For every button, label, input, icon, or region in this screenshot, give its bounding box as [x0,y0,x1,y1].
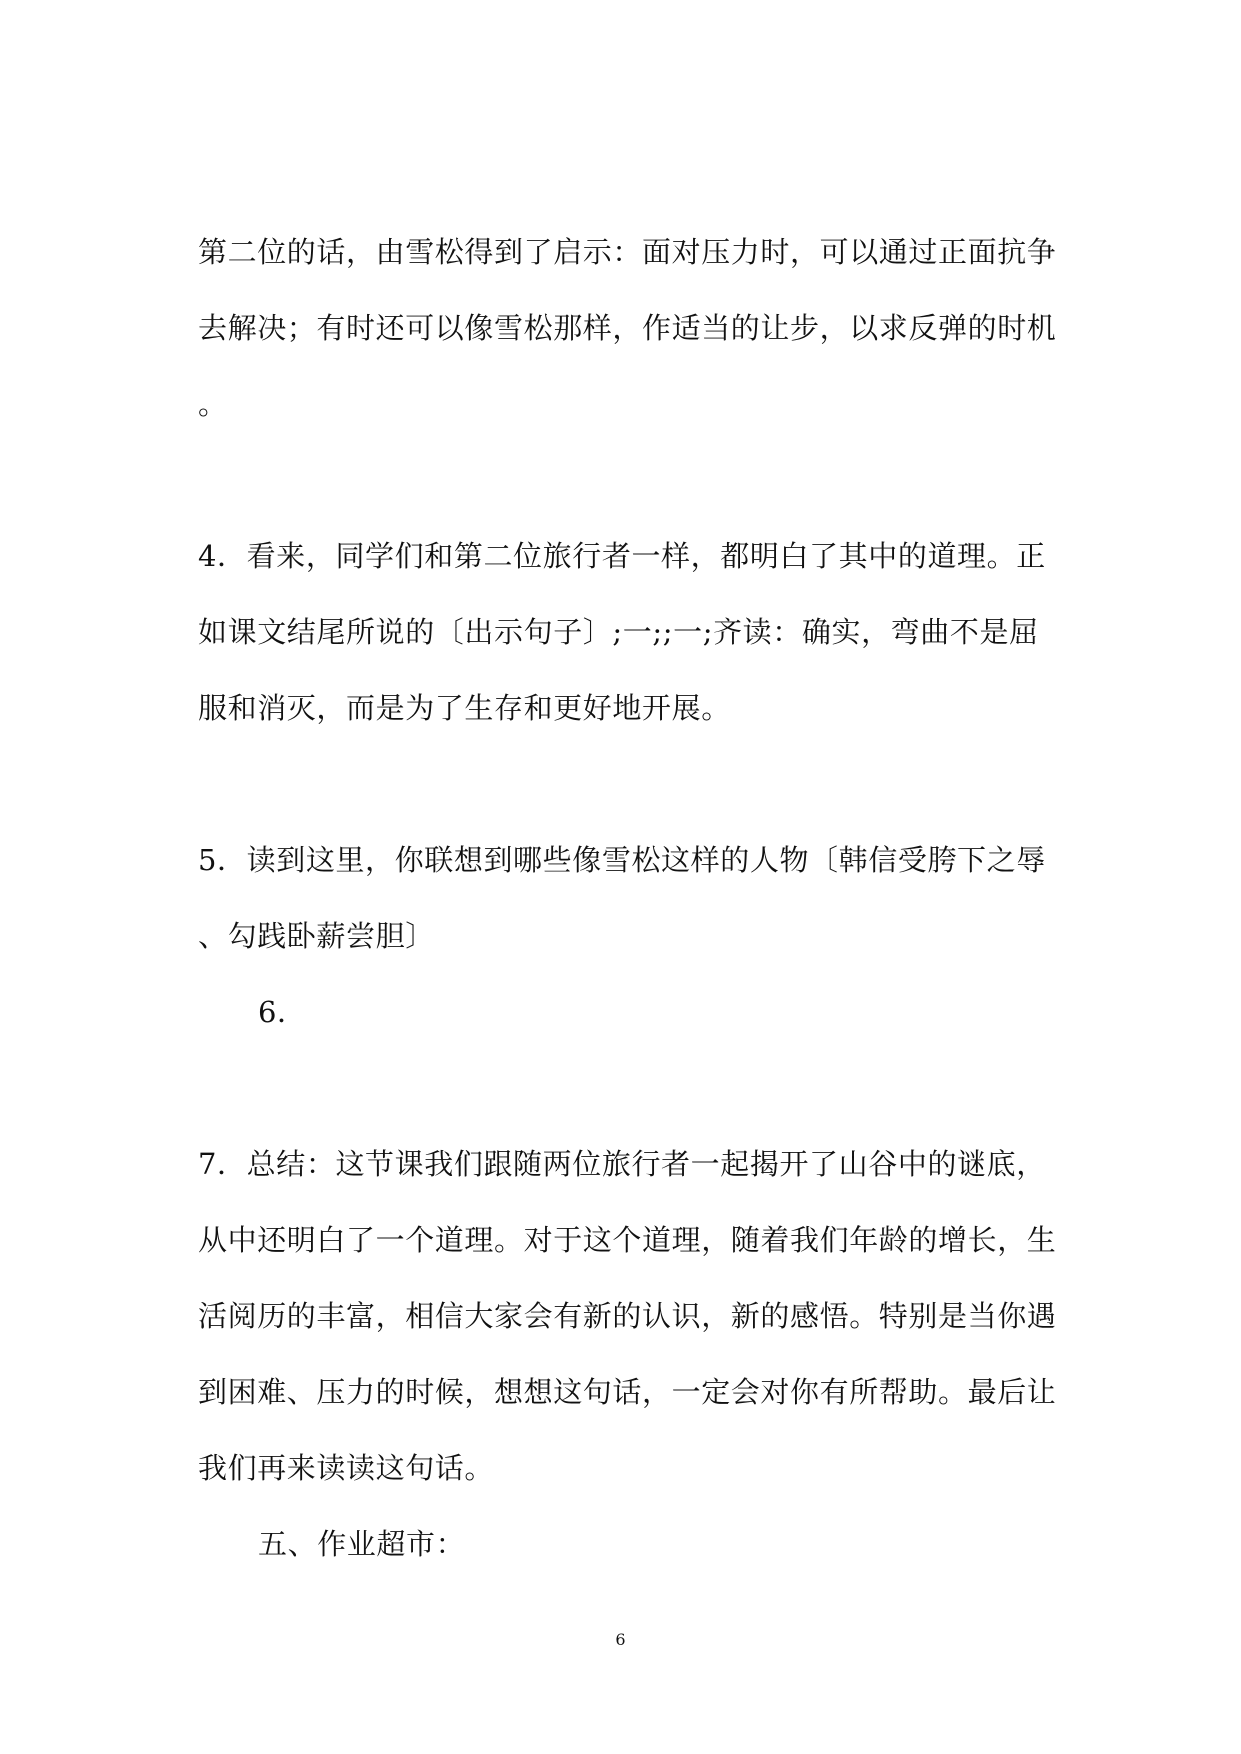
paragraph-line: 。 [198,387,228,421]
paragraph-line: 服和消灭，而是为了生存和更好地开展。 [198,691,731,725]
paragraph-line: 7．总结：这节课我们跟随两位旅行者一起揭开了山谷中的谜底， [198,1147,1046,1181]
paragraph-line: 去解决；有时还可以像雪松那样，作适当的让步，以求反弹的时机 [198,311,1057,345]
paragraph-line: 第二位的话，由雪松得到了启示：面对压力时，可以通过正面抗争 [198,235,1057,269]
paragraph-line: 5．读到这里，你联想到哪些像雪松这样的人物〔韩信受胯下之辱 [198,843,1046,877]
page-number: 6 [615,1630,626,1649]
paragraph-line: 我们再来读读这句话。 [198,1451,495,1485]
section-heading: 五、作业超市： [258,1527,466,1561]
paragraph-line: 活阅历的丰富，相信大家会有新的认识，新的感悟。特别是当你遇 [198,1299,1057,1333]
paragraph-line: 到困难、压力的时候，想想这句话，一定会对你有所帮助。最后让 [198,1375,1057,1409]
paragraph-line: 如课文结尾所说的〔出示句子〕;一;;一;齐读：确实，弯曲不是屈 [198,615,1039,649]
paragraph-line: 6． [258,995,307,1029]
paragraph-line: 从中还明白了一个道理。对于这个道理，随着我们年龄的增长，生 [198,1223,1057,1257]
paragraph-line: 4．看来，同学们和第二位旅行者一样，都明白了其中的道理。正 [198,539,1046,573]
paragraph-line: 、勾践卧薪尝胆〕 [198,919,435,953]
